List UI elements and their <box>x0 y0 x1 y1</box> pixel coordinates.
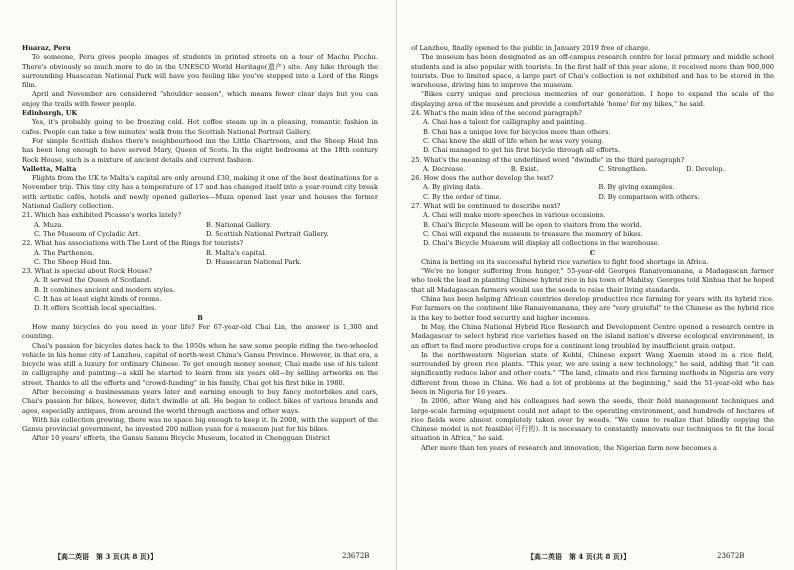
paragraph: China has been helping African countries develop productive rice farming for years with its hybrid rice. For farmers on the continent like Ranaivomanana, they are "very grateful" to the Chinese as the hybrid rice is the key to better food security and higher incomes. <box>411 295 774 322</box>
right-page-code: 23672B <box>717 552 745 560</box>
answer-option: D. Chai's Bicycle Museum will display all collections in the warehouse. <box>423 239 660 248</box>
answer-options-row <box>411 183 774 192</box>
answer-option: C. The Museum of Cycladic Art. <box>34 229 141 238</box>
answer-option: A. Decrease. <box>423 164 466 173</box>
right-column-text <box>411 44 774 532</box>
answer-option: A. Chai has a talent for calligraphy and painting. <box>423 118 587 127</box>
section-heading: Huaraz, Peru <box>22 44 71 52</box>
answer-option: C. By the order of time. <box>423 192 502 201</box>
answer-option: C. Strengthen. <box>598 164 648 173</box>
question: 21. Which has exhibited Picasso's works lately? <box>22 211 181 220</box>
answer-options-row <box>22 258 378 267</box>
answer-option: A. It served the Queen of Scotland. <box>34 276 152 285</box>
answer-option: C. Chai knew the skill of life when he was very young. <box>423 136 604 145</box>
passage-label: C <box>589 248 596 257</box>
paragraph: Yes, it's probably going to be freezing cold. Hot coffee steam up in a pleasing, romantic fashion in cafes. People can take a few minutes' walk from the Scottish National Portrait Gallery. <box>22 118 378 136</box>
paragraph: After becoming a businessman years later and earning enough to buy fancy motorbikes and cars, Chai's passion for bikes, however, didn't dwindle at all. He began to collect bikes of various brands and ages, especially antiques, from around the world through auctions and other ways. <box>22 387 378 415</box>
answer-options-row <box>22 221 378 230</box>
paragraph: In the northwestern Nigerian state of Kebbi, Chinese expert Wang Xuemin stood in a rice field, surrounded by green rice plants. "This year, we are using a new technology," he said, adding that "it can significantly reduce labor and other costs." "The land, climate and rice farming methods in Nigeria are very different from those in China. We had a lot of problems at the beginning," said the 51-year-old who has been in Nigeria for 16 years. <box>411 350 774 396</box>
paragraph: China is betting on its successful hybrid rice varieties to fight food shortage in Africa. <box>421 257 709 266</box>
left-page-code: 23672B <box>342 552 370 560</box>
paragraph: After 10 years' efforts, the Gansu Sanmu Bicycle Museum, located in Chengguan District <box>32 434 331 443</box>
passage-label: B <box>197 313 203 322</box>
question: 26. How does the author develop the text? <box>411 174 554 183</box>
answer-option: A. By giving data. <box>423 183 483 192</box>
question: 24. What's the main idea of the second paragraph? <box>411 109 582 118</box>
answer-option: D. Develop. <box>686 164 725 173</box>
right-page-footer: 【高二英语 第 4 页(共 8 页)】 <box>527 552 631 561</box>
answer-options-row <box>411 193 774 202</box>
answer-option: B. By giving examples. <box>598 183 675 192</box>
paragraph: Chai's passion for bicycles dates back to the 1950s when he saw some people riding the two-wheeled vehicle in his home city of Lanzhou, capital of north-west China's Gansu Province. However, in that era, a bicycle was still a luxury for ordinary Chinese. To get enough money sooner, Chai made use of his talent in calligraphy and painting—a skill he started to learn from six years old—by selling artworks on the street. Thanks to all the efforts and "crowd-funding" in his family, Chai got his first bike in 1980. <box>22 341 378 387</box>
paragraph: To someone, Peru gives people images of students in printed streets on a tour of Machu Picchu. There's obviously so much more to do in the UNESCO World Heritage(遗产) site. Any hike through the surrounding Huascaran National Park will have you feeling like you've stepped into a Lord of the Rings film. <box>22 53 378 90</box>
paragraph: In 2006, after Wang and his colleagues had sown the seeds, their field management techniques and large-scale farming equipment could not adapt to the operating environment, and hundreds of hectares of rice fields were almost completely taken over by weeds. "We came to realize that blindly copying the Chinese model is not feasible(可行的). It is necessary to constantly innovate our techniques to fit the local situation in Africa," he said. <box>411 397 774 443</box>
answer-options-row <box>22 249 378 258</box>
answer-options-row <box>22 230 378 239</box>
answer-option: C. It has at least eight kinds of rooms. <box>34 295 162 304</box>
paragraph: With his collection growing, there was no space big enough to keep it. In 2008, with the support of the Gansu provincial government, he invested 200 million yuan for a museum just for his bikes. <box>22 415 378 434</box>
answer-option: C. The Sheep Heid Inn. <box>34 257 112 266</box>
answer-option: B. Malta's capital. <box>206 248 267 257</box>
answer-option: C. Chai will expand the museum to treasure the memory of bikes. <box>423 229 643 238</box>
answer-option: B. National Gallery. <box>206 220 272 229</box>
paragraph: After more than ten years of research and innovation, the Nigerian farm now becomes a <box>421 443 717 452</box>
paragraph: The museum has been designated as an off-campus research centre for local primary and middle school students and is also popular with tourists. In the first half of this year alone, it received more than 900,000 tourists. Due to limited space, a large part of Chai's collection is not exhibited and has to be stored in the warehouse, driving him to improve the museum. <box>411 53 774 90</box>
answer-option: B. Exist. <box>510 164 539 173</box>
answer-option: A. Muza. <box>34 220 64 229</box>
question: 27. What will be continued to describe next? <box>411 202 561 211</box>
answer-option: D. It offers Scottish local specialties. <box>34 304 157 313</box>
paragraph: of Lanzhou, finally opened to the public in January 2019 free of charge. <box>411 44 651 52</box>
answer-option: D. Huascaran National Park. <box>206 257 302 266</box>
section-heading: Edinburgh, UK <box>22 109 78 118</box>
right-page <box>397 0 794 570</box>
paragraph: In May, the China National Hybrid Rice Research and Development Centre opened a research centre in Madagascar to select hybrid rice varieties based on the island nation's diverse ecological environment, in an effort to find more productive crops for a continent long troubled by insufficient grain output. <box>411 322 774 350</box>
answer-option: A. Chai will make more speeches in various occasions. <box>423 211 606 220</box>
answer-option: A. The Parthenon. <box>34 248 95 257</box>
left-page-footer: 【高二英语 第 3 页(共 8 页)】 <box>54 552 158 561</box>
paragraph: Flights from the UK to Malta's capital are only around £30, making it one of the best destinations for a November trip. This tiny city has a temperature of 17 and has changed itself into a year-round city break with artistic cafés, hotels and newly opened galleries—Muza opened last year and houses the former National Gallery collection. <box>22 174 378 211</box>
answer-option: B. Chai has a unique love for bicycles more than others. <box>423 127 611 136</box>
answer-option: D. By comparison with others. <box>598 192 700 201</box>
answer-option: D. Chai managed to get his first bicycle through all efforts. <box>423 146 621 155</box>
left-column-text <box>22 44 378 532</box>
section-heading: Valletta, Malta <box>22 164 77 173</box>
paragraph: For simple Scottish dishes there's neighbourhood inn the Little Chartroom, and the Sheep Heid Inn has been long enough to have served Mary, Queen of Scots. In the eight bedrooms at the 18th century Rock House, such is a mixture of ancient details and current fashion. <box>22 136 378 164</box>
question: 22. What has associations with The Lord of the Rings for tourists? <box>22 239 244 248</box>
question: 25. What's the meaning of the underlined word "dwindle" in the third paragraph? <box>411 155 685 164</box>
answer-option: D. Scottish National Portrait Gallery. <box>206 229 329 238</box>
answer-option: B. It combines ancient and modern styles. <box>34 285 175 294</box>
answer-option: B. Chai's Bicycle Museum will be open to visitors from the world. <box>423 220 642 229</box>
paragraph: "We're no longer suffering from hunger," 55-year-old Georges Ranaivomanana, a Madagascan farmer who took the lead in planting Chinese hybrid rice in his town of Mahitsy. Georges told Xinhua that he hoped that all Madagascan farmers would use the seeds to raise their living standards. <box>411 267 774 294</box>
question: 23. What is special about Rock House? <box>22 267 152 276</box>
paragraph: "Bikes carry unique and precious memories of our generation. I hope to expand the scale of the displaying area of the museum and provide a comfortable 'home' for my bikes," he said. <box>411 90 774 108</box>
answer-options-row <box>411 165 774 174</box>
paragraph: How many bicycles do you need in your life? For 67-year-old Chai Lin, the answer is 1,300 and counting. <box>22 322 378 341</box>
paragraph: April and November are considered "shoulder season", which means fewer clear days but you can enjoy the trails with fewer people. <box>22 90 378 108</box>
